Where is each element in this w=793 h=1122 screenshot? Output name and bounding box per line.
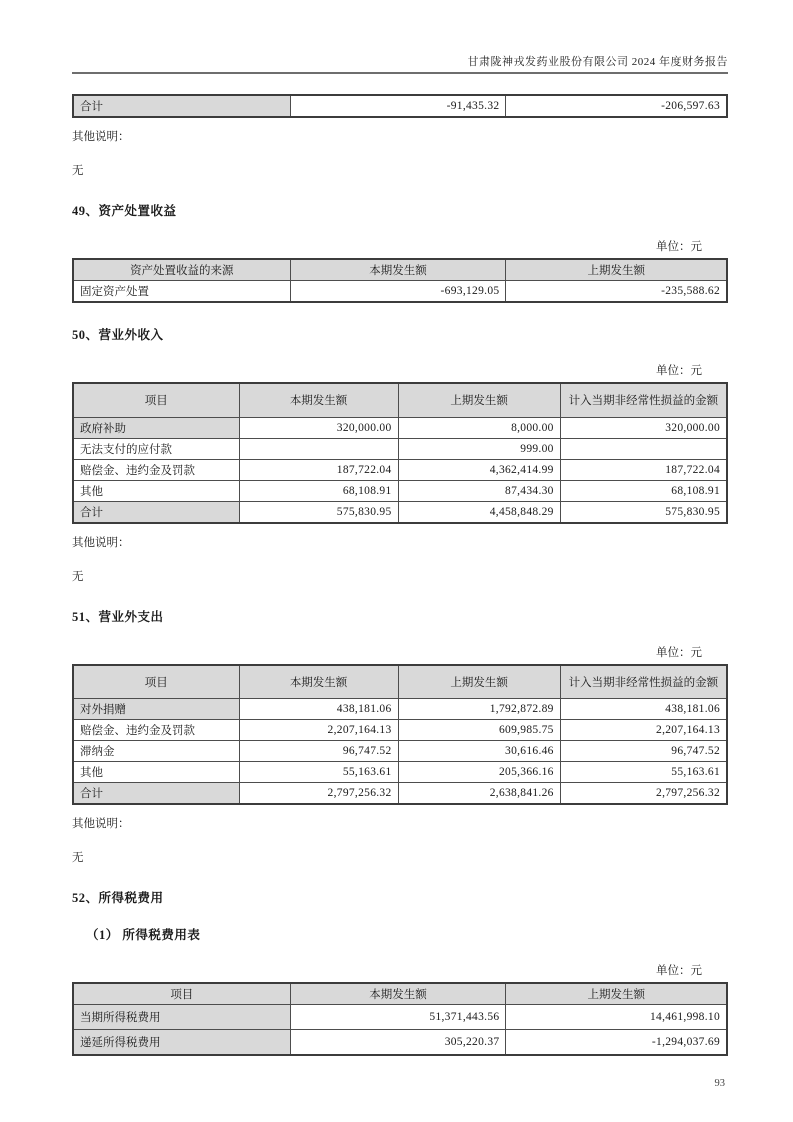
amount-current: [239, 438, 398, 459]
section-52-title: 52、所得税费用: [72, 891, 164, 905]
table-row: [73, 762, 727, 783]
column-header: 项目: [73, 383, 239, 417]
table-header-row: [73, 259, 727, 281]
amount-prior: 2,638,841.26: [398, 783, 560, 805]
none-text: 无: [72, 165, 84, 177]
amount-current: 187,722.04: [239, 459, 398, 480]
report-header-title: 甘肃陇神戎发药业股份有限公司 2024 年度财务报告: [467, 56, 728, 68]
row-label-total: 合计: [73, 501, 239, 523]
table-row-total: [73, 501, 727, 523]
column-header: 项目: [73, 665, 239, 699]
amount-nonrecurring: 2,797,256.32: [560, 783, 727, 805]
table-row: [73, 1030, 727, 1055]
table-header-row: [73, 665, 727, 699]
row-label: 对外捐赠: [73, 699, 239, 720]
amount-nonrecurring: 68,108.91: [560, 480, 727, 501]
amount-nonrecurring: 438,181.06: [560, 699, 727, 720]
amount-nonrecurring: [560, 438, 727, 459]
table-row: [73, 1005, 727, 1030]
other-note-label: 其他说明：: [72, 536, 130, 549]
amount-prior: 609,985.75: [398, 720, 560, 741]
amount-current: 51,371,443.56: [290, 1005, 506, 1030]
table-row: [73, 281, 727, 303]
section-49-title: 49、资产处置收益: [72, 204, 177, 218]
column-header: 计入当期非经常性损益的金额: [560, 665, 727, 699]
column-header: 本期发生额: [239, 665, 398, 699]
column-header: 上期发生额: [506, 983, 727, 1005]
other-note-label: 其他说明：: [72, 131, 130, 143]
row-label: 滞纳金: [73, 741, 239, 762]
amount-current: 305,220.37: [290, 1030, 506, 1055]
amount-prior: 4,362,414.99: [398, 459, 560, 480]
row-label-total: 合计: [73, 783, 239, 805]
amount-current: -91,435.32: [290, 95, 506, 117]
section-51-title: 51、营业外支出: [72, 609, 164, 624]
amount-nonrecurring: 575,830.95: [560, 501, 727, 523]
asset-disposal-table: [72, 258, 728, 303]
column-header: 本期发生额: [290, 983, 506, 1005]
none-text: 无: [72, 852, 84, 864]
amount-nonrecurring: 2,207,164.13: [560, 720, 727, 741]
amount-current: 320,000.00: [239, 417, 398, 438]
column-header: 上期发生额: [506, 259, 727, 281]
amount-current: 2,207,164.13: [239, 720, 398, 741]
amount-current: 68,108.91: [239, 480, 398, 501]
table-row: [73, 720, 727, 741]
amount-current: 55,163.61: [239, 762, 398, 783]
table-row: [73, 95, 727, 117]
row-label: 无法支付的应付款: [73, 438, 239, 459]
table-header-row: [73, 383, 727, 417]
non-operating-income-table: [72, 382, 728, 524]
section-50-title: 50、营业外收入: [72, 328, 164, 342]
row-label: 其他: [73, 480, 239, 501]
table-row: [73, 417, 727, 438]
column-header: 本期发生额: [239, 383, 398, 417]
column-header: 资产处置收益的来源: [73, 259, 290, 281]
amount-prior: -235,588.62: [506, 281, 727, 303]
amount-current: -693,129.05: [290, 281, 506, 303]
amount-prior: 8,000.00: [398, 417, 560, 438]
row-label: 其他: [73, 762, 239, 783]
row-label: 当期所得税费用: [73, 1005, 290, 1030]
row-label: 固定资产处置: [73, 281, 290, 303]
table-row: [73, 480, 727, 501]
column-header: 本期发生额: [290, 259, 506, 281]
amount-nonrecurring: 96,747.52: [560, 741, 727, 762]
row-label: 赔偿金、违约金及罚款: [73, 720, 239, 741]
table-row-total: [73, 783, 727, 805]
amount-current: 96,747.52: [239, 741, 398, 762]
amount-nonrecurring: 320,000.00: [560, 417, 727, 438]
total-continuation-table: [72, 94, 728, 118]
header-divider: [72, 72, 728, 74]
table-row: [73, 699, 727, 720]
column-header: 上期发生额: [398, 665, 560, 699]
unit-label: 单位：元: [656, 965, 702, 977]
table-row: [73, 438, 727, 459]
unit-label: 单位：元: [656, 241, 702, 253]
amount-prior: 14,461,998.10: [506, 1005, 727, 1030]
amount-prior: 87,434.30: [398, 480, 560, 501]
amount-prior: 205,366.16: [398, 762, 560, 783]
amount-prior: 4,458,848.29: [398, 501, 560, 523]
table-row: [73, 741, 727, 762]
unit-label: 单位：元: [656, 646, 702, 659]
amount-nonrecurring: 187,722.04: [560, 459, 727, 480]
row-label: 政府补助: [73, 417, 239, 438]
non-operating-expense-table: [72, 664, 728, 806]
section-52-subtitle: （1） 所得税费用表: [86, 928, 201, 942]
row-label: 赔偿金、违约金及罚款: [73, 459, 239, 480]
amount-prior: -1,294,037.69: [506, 1030, 727, 1055]
page-number: 93: [714, 1077, 725, 1089]
other-note-label: 其他说明：: [72, 818, 130, 830]
column-header: 计入当期非经常性损益的金额: [560, 383, 727, 417]
table-header-row: [73, 983, 727, 1005]
row-label-total: 合计: [73, 95, 290, 117]
none-text: 无: [72, 570, 84, 583]
amount-current: 2,797,256.32: [239, 783, 398, 805]
amount-current: 575,830.95: [239, 501, 398, 523]
amount-prior: 999.00: [398, 438, 560, 459]
amount-current: 438,181.06: [239, 699, 398, 720]
unit-label: 单位：元: [656, 365, 702, 377]
column-header: 项目: [73, 983, 290, 1005]
income-tax-table: [72, 982, 728, 1056]
amount-prior: -206,597.63: [506, 95, 727, 117]
amount-prior: 30,616.46: [398, 741, 560, 762]
row-label: 递延所得税费用: [73, 1030, 290, 1055]
column-header: 上期发生额: [398, 383, 560, 417]
amount-nonrecurring: 55,163.61: [560, 762, 727, 783]
amount-prior: 1,792,872.89: [398, 699, 560, 720]
table-row: [73, 459, 727, 480]
